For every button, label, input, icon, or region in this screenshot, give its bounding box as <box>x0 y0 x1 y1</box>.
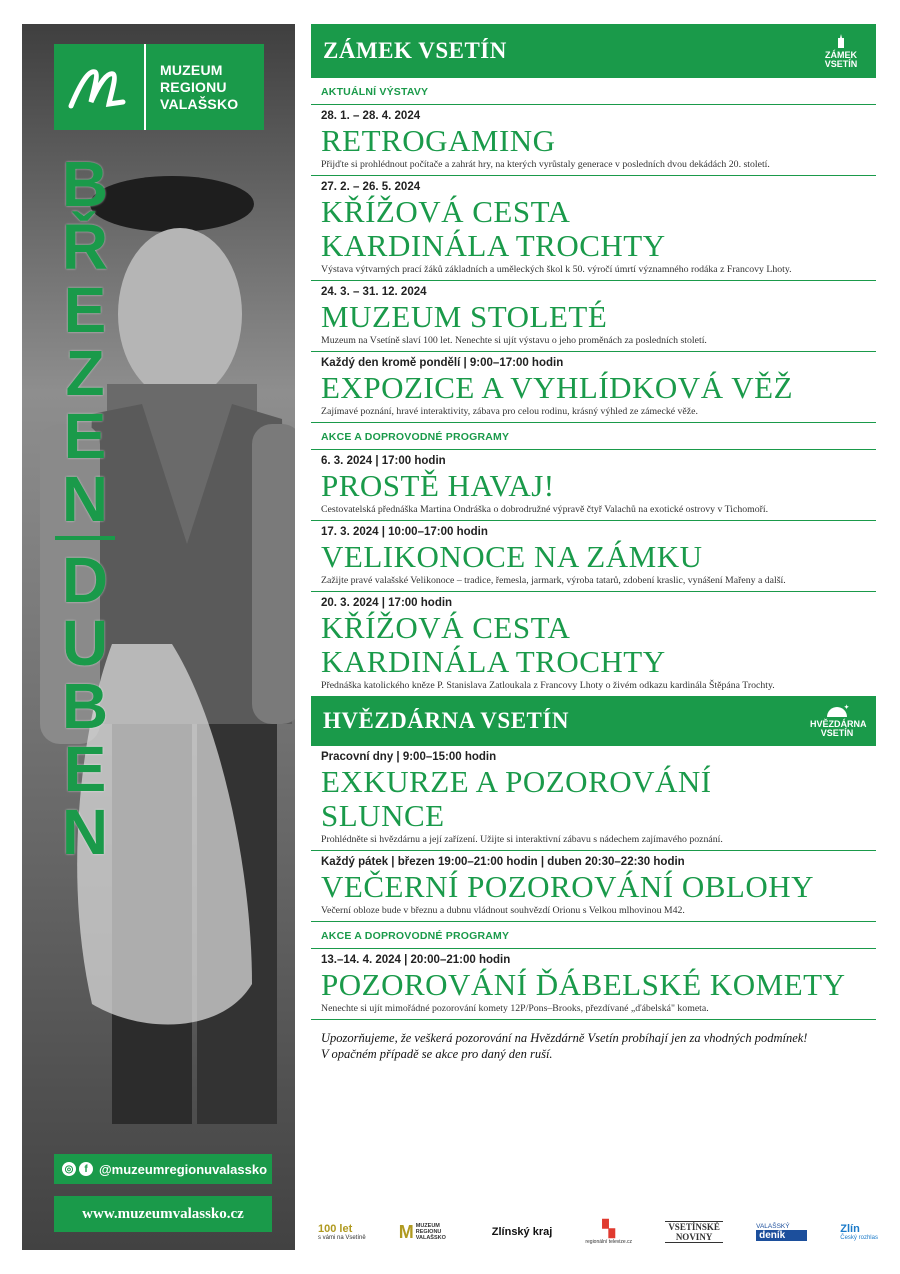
title-letter: B <box>61 670 109 742</box>
program-column <box>311 24 876 1062</box>
social-handle-bar[interactable] <box>54 1154 272 1184</box>
sponsor-text: deník <box>756 1230 807 1241</box>
sponsor-text: s vámi na Vsetíně <box>318 1235 366 1241</box>
social-handle[interactable]: @muzeumregionuvalassko <box>99 1161 268 1177</box>
event-description: Prohlédněte si hvězdárnu a její zařízení. Užijte si interaktivní zábavu s nádechem zajímavého poznání. <box>321 834 723 845</box>
event-title: MUZEUM STOLETÉ <box>321 299 608 334</box>
sponsor-logos <box>318 1212 878 1252</box>
hvezdarna-title: HVĚZDÁRNA VSETÍN <box>323 708 569 733</box>
museum-logo-text <box>146 62 238 113</box>
event-title: PROSTĚ HAVAJ! <box>321 468 555 503</box>
event-date: 20. 3. 2024 | 17:00 hodin <box>321 597 453 609</box>
title-letter: E <box>63 400 107 472</box>
event-item <box>311 851 876 922</box>
event-item <box>311 281 876 352</box>
event-title: VELIKONOCE NA ZÁMKU <box>321 539 703 574</box>
svg-text:✦: ✦ <box>844 705 849 711</box>
event-description: Přijďte si prohlédnout počítače a zahrát hry, na kterých vyrůstaly generace v posledních dvou dekádách 20. století. <box>321 159 770 170</box>
sponsor-cesky-rozhlas[interactable] <box>840 1223 878 1241</box>
logo-line: VALAŠSKO <box>160 95 239 112</box>
event-title: KŘÍŽOVÁ CESTA KARDINÁLA TROCHTY <box>321 610 666 679</box>
zamek-header <box>311 24 876 78</box>
zamek-logo-label: ZÁMEK VSETÍN <box>824 50 858 69</box>
event-item <box>311 450 876 521</box>
title-letter: U <box>61 607 109 679</box>
event-date: 17. 3. 2024 | 10:00–17:00 hodin <box>321 526 488 538</box>
instagram-icon[interactable]: ◎ <box>62 1162 76 1176</box>
event-title: KŘÍŽOVÁ CESTA KARDINÁLA TROCHTY <box>321 194 666 263</box>
event-description: Výstava výtvarných prací žáků základních a uměleckých škol k 50. výročí úmrtí významného rodáka z Francovy Lhoty. <box>321 264 792 275</box>
observatory-dome-icon <box>825 704 849 718</box>
event-date: Každý den kromě pondělí | 9:00–17:00 hodin <box>321 357 564 369</box>
event-description: Zajímavé poznání, hravé interaktivity, zábava pro celou rodinu, krásný výhled ze zámecké věže. <box>321 406 698 417</box>
event-item <box>311 949 876 1020</box>
sponsor-valassky-denik[interactable] <box>756 1223 807 1241</box>
event-date: Každý pátek | březen 19:00–21:00 hodin | duben 20:30–22:30 hodin <box>321 856 685 868</box>
zamek-logo <box>818 33 864 69</box>
facebook-icon[interactable]: f <box>79 1162 93 1176</box>
hvezdarna-header <box>311 696 876 746</box>
photo-column <box>22 24 295 1250</box>
tv-logo-icon: ▚ <box>602 1221 615 1238</box>
event-date: 6. 3. 2024 | 17:00 hodin <box>321 455 446 467</box>
event-item <box>311 176 876 281</box>
weather-notice <box>311 1020 876 1062</box>
event-item <box>311 746 876 851</box>
notice-line: Upozorňujeme, že veškerá pozorování na Hvězdárně Vsetín probíhají jen za vhodných podmínek! <box>321 1031 808 1045</box>
event-date: Pracovní dny | 9:00–15:00 hodin <box>321 751 497 763</box>
sponsor-text: VSETÍNSKÉ NOVINY <box>665 1221 723 1243</box>
title-letter: E <box>63 733 107 805</box>
subhead-current-exhibitions: AKTUÁLNÍ VÝSTAVY <box>311 78 876 105</box>
event-title: RETROGAMING <box>321 123 556 158</box>
event-description: Večerní obloze bude v březnu a dubnu vládnout souhvězdí Orionu s Velkou mlhovinou M42. <box>321 905 685 916</box>
castle-tower-icon <box>833 33 849 49</box>
event-date: 27. 2. – 26. 5. 2024 <box>321 181 421 193</box>
title-letter: B <box>61 148 109 220</box>
event-item <box>311 352 876 423</box>
event-date: 28. 1. – 28. 4. 2024 <box>321 110 421 122</box>
sponsor-vsetinske-noviny[interactable] <box>665 1221 723 1243</box>
zamek-title: ZÁMEK VSETÍN <box>323 38 507 63</box>
event-title: EXPOZICE A VYHLÍDKOVÁ VĚŽ <box>321 370 794 405</box>
event-description: Nenechte si ujít mimořádné pozorování komety 12P/Pons–Brooks, přezdívané „ďábelská" kometa. <box>321 1003 709 1014</box>
logo-line: REGIONU <box>160 78 227 95</box>
sponsor-text: 100 let <box>318 1223 353 1235</box>
museum-logo[interactable] <box>54 44 264 130</box>
title-letter: D <box>61 544 109 616</box>
notice-line: V opačném případě se akce pro daný den ruší. <box>321 1047 553 1061</box>
event-description: Cestovatelská přednáška Martina Ondráška o dobrodružné výpravě čtyř Valachů na exotické ostrovy v Tichomoří. <box>321 504 769 515</box>
title-letter: E <box>63 274 107 346</box>
event-title: POZOROVÁNÍ ĎÁBELSKÉ KOMETY <box>321 967 846 1002</box>
event-item <box>311 105 876 176</box>
event-description: Zažijte pravé valašské Velikonoce – tradice, řemesla, jarmark, výroba tatarů, zdobení kraslic, vynášení Mařeny a další. <box>321 575 786 586</box>
sponsor-text: Zlínský kraj <box>491 1226 553 1238</box>
sponsor-museum[interactable] <box>399 1222 459 1243</box>
sponsor-zlinsky-kraj[interactable] <box>492 1226 553 1238</box>
event-description: Muzeum na Vsetíně slaví 100 let. Nenechte si ujít výstavu o jeho proměnách za posledních století. <box>321 335 707 346</box>
title-letter: N <box>61 796 109 868</box>
event-date: 24. 3. – 31. 12. 2024 <box>321 286 427 298</box>
event-title: EXKURZE A POZOROVÁNÍ SLUNCE <box>321 764 712 833</box>
website-link[interactable]: www.muzeumvalassko.cz <box>54 1196 272 1232</box>
hvezdarna-logo-label: HVĚZDÁRNA VSETÍN <box>810 719 867 738</box>
vertical-month-title <box>50 148 120 868</box>
sponsor-text: VALAŠSKÝ <box>756 1223 790 1230</box>
sponsor-text: Český rozhlas <box>840 1235 878 1241</box>
hvezdarna-logo <box>810 704 867 738</box>
sponsor-text: regionální televize.cz <box>585 1239 633 1245</box>
title-letter: Ř <box>61 211 109 283</box>
event-date: 13.–14. 4. 2024 | 20:00–21:00 hodin <box>321 954 511 966</box>
sponsor-text: Zlín <box>840 1223 860 1235</box>
title-letter: N <box>61 463 109 535</box>
sponsor-text: MUZEUM REGIONU VALAŠSKO <box>415 1223 446 1241</box>
museum-m-icon <box>54 44 146 130</box>
event-description: Přednáška katolického kněze P. Stanislava Zatloukala z Francovy Lhoty o živém odkazu kardinála Štěpána Trochty. <box>321 680 775 691</box>
title-letter: Z <box>65 337 105 409</box>
event-item <box>311 592 876 696</box>
title-divider <box>55 536 115 540</box>
subhead-programs: AKCE A DOPROVODNÉ PROGRAMY <box>311 423 876 450</box>
museum-m-icon: M <box>398 1221 414 1242</box>
sponsor-100-let[interactable] <box>318 1223 366 1241</box>
event-item <box>311 521 876 592</box>
event-title: VEČERNÍ POZOROVÁNÍ OBLOHY <box>321 869 814 904</box>
logo-line: MUZEUM <box>160 61 223 78</box>
sponsor-regionalni-televize[interactable] <box>585 1219 632 1245</box>
subhead-observatory-programs: AKCE A DOPROVODNÉ PROGRAMY <box>311 922 876 949</box>
